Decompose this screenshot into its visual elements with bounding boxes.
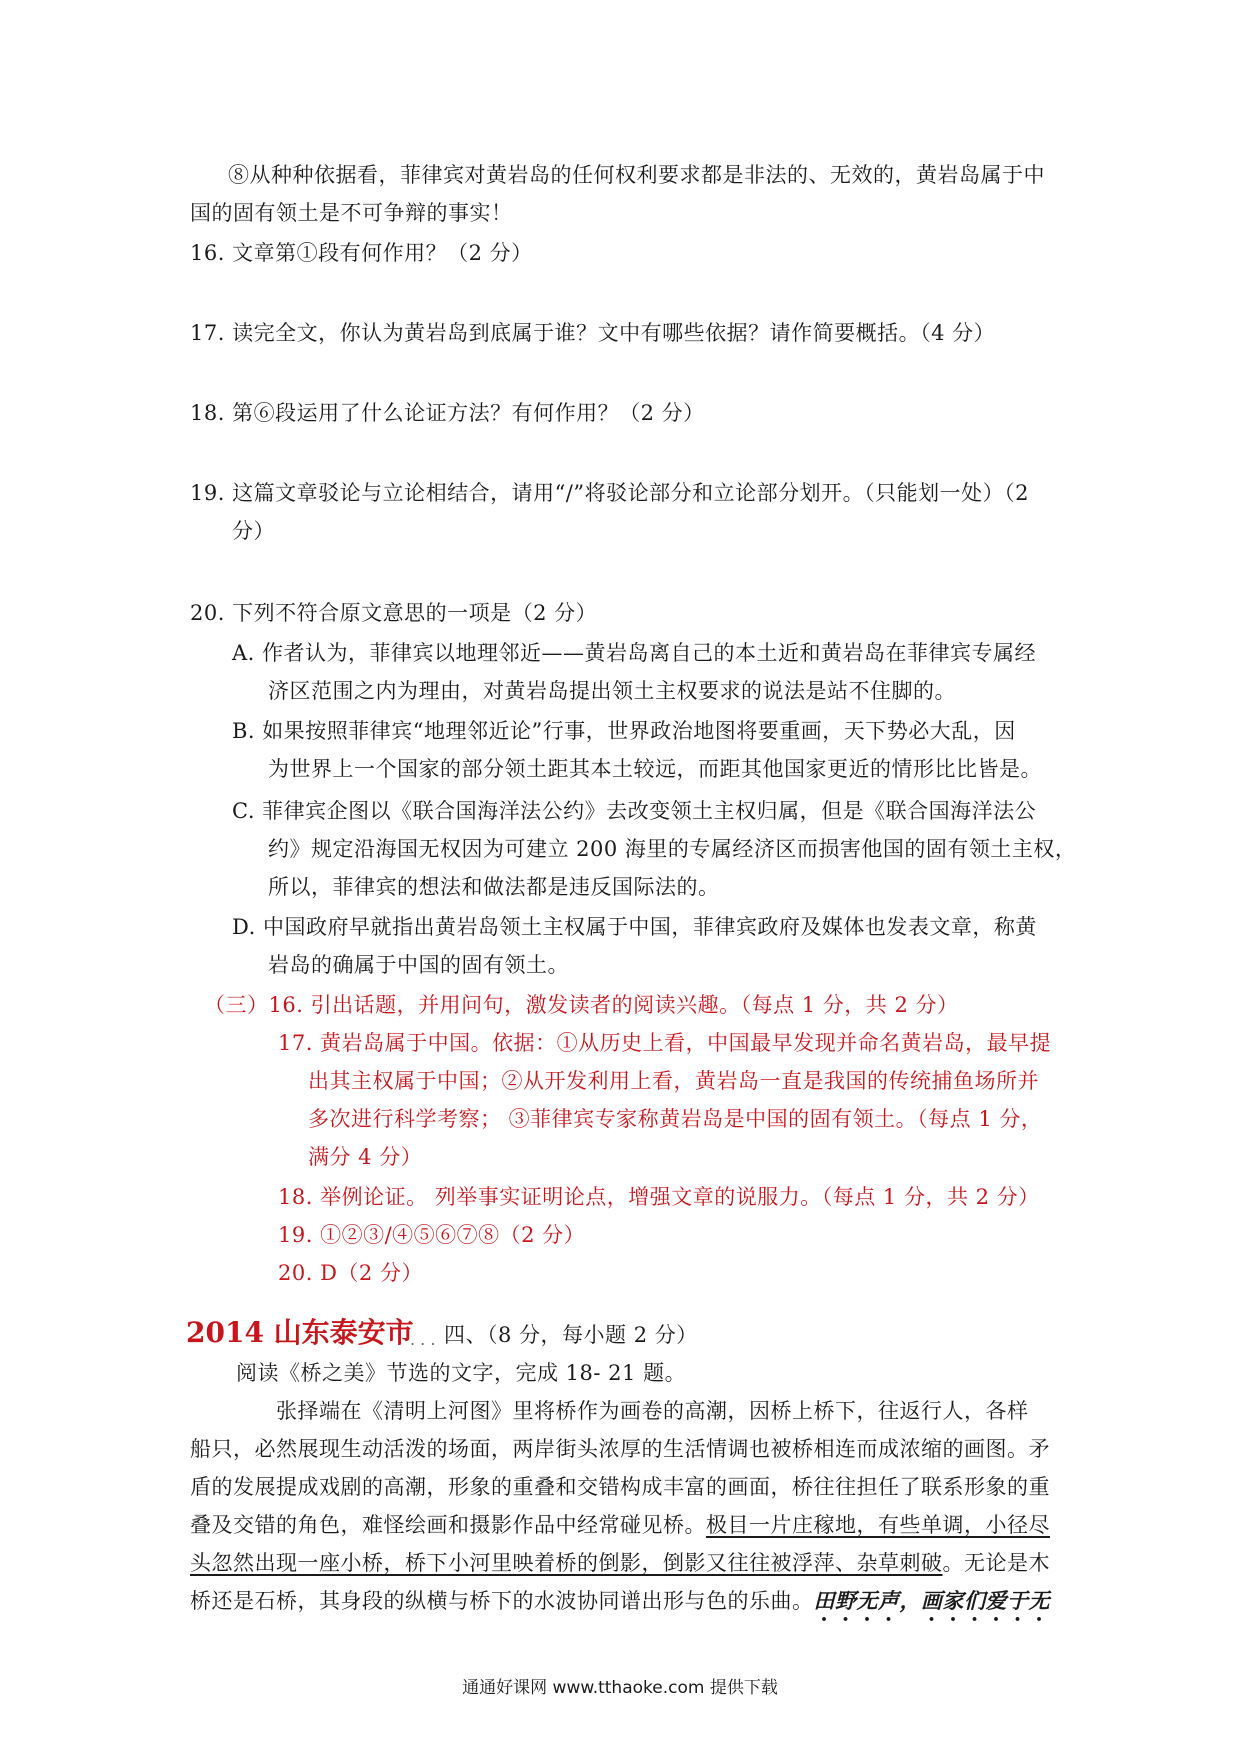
paragraph-8-line-1: ⑧从种种依据看，菲律宾对黄岩岛的任何权利要求都是非法的、无效的，黄岩岛属于中 — [228, 163, 1045, 187]
passage-line-4 — [190, 1510, 1050, 1540]
passage-line-4-underlined: 极目一片庄稼地，有些单调，小径尽 — [706, 1513, 1050, 1537]
passage-line-6-plain: 桥还是石桥，其身段的纵横与桥下的水波协同谱出形与色的乐曲。 — [190, 1589, 814, 1613]
passage-line-1: 张择端在《清明上河图》里将桥作为画卷的高潮，因桥上桥下，往返行人，各样 — [276, 1399, 1029, 1423]
option-b-line-2: 为世界上一个国家的部分领土距其本土较远，而距其他国家更近的情形比比皆是。 — [268, 757, 1042, 781]
question-19-line-1: 19. 这篇文章驳论与立论相结合，请用“/”将驳论部分和立论部分划开。（只能划一处）（2 — [190, 481, 1029, 505]
heading-ellipsis: . . . — [410, 1330, 436, 1349]
passage-line-5 — [190, 1548, 1050, 1578]
answer-17-line-3: 多次进行科学考察； ③菲律宾专家称黄岩岛是中国的固有领土。（每点 1 分， — [308, 1107, 1043, 1131]
question-18: 18. 第⑥段运用了什么论证方法？有何作用？（2 分） — [190, 401, 705, 425]
question-16: 16. 文章第①段有何作用？（2 分） — [190, 241, 533, 265]
reading-instruction: 阅读《桥之美》节选的文字，完成 18- 21 题。 — [236, 1361, 687, 1385]
passage-line-4-plain: 叠及交错的角色，难怪绘画和摄影作品中经常碰见桥。 — [190, 1513, 706, 1537]
passage-line-6-emphasis: 田野无声，画家们爱于无 — [813, 1588, 1050, 1613]
option-c-line-2: 约》规定沿海国无权因为可建立 200 海里的专属经济区而损害他国的固有领土主权， — [268, 837, 1077, 861]
answer-20: 20. D（2 分） — [278, 1261, 423, 1285]
passage-line-6 — [190, 1586, 1050, 1626]
passage-line-5-plain: 。无论是木 — [942, 1551, 1050, 1575]
answer-17-line-1: 17. 黄岩岛属于中国。依据：①从历史上看，中国最早发现并命名黄岩岛，最早提 — [278, 1031, 1052, 1055]
question-17: 17. 读完全文，你认为黄岩岛到底属于谁？文中有哪些依据？请作简要概括。（4 分） — [190, 321, 996, 345]
paragraph-8-line-2: 国的固有领土是不可争辩的事实！ — [190, 201, 513, 225]
option-a-line-2: 济区范围之内为理由，对黄岩岛提出领土主权要求的说法是站不住脚的。 — [268, 679, 956, 703]
option-d-line-2: 岩岛的确属于中国的固有领土。 — [268, 953, 569, 977]
passage-line-2: 船只，必然展现生动活泼的场面，两岸街头浓厚的生活情调也被桥相连而成浓缩的画图。矛 — [190, 1437, 1050, 1461]
answer-17-line-4: 满分 4 分） — [308, 1145, 423, 1169]
option-a-line-1: A. 作者认为，菲律宾以地理邻近——黄岩岛离自己的本土近和黄岩岛在菲律宾专属经 — [232, 641, 1037, 665]
section-heading-score: 四、（8 分，每小题 2 分） — [444, 1323, 698, 1347]
passage-line-3: 盾的发展提成戏剧的高潮，形象的重叠和交错构成丰富的画面，桥往往担任了联系形象的重 — [190, 1475, 1050, 1499]
option-d-line-1: D. 中国政府早就指出黄岩岛领土主权属于中国，菲律宾政府及媒体也发表文章，称黄 — [232, 915, 1037, 939]
option-b-line-1: B. 如果按照菲律宾“地理邻近论”行事，世界政治地图将要重画，天下势必大乱，因 — [232, 719, 1016, 743]
answer-18: 18. 举例论证。 列举事实证明论点，增强文章的说服力。（每点 1 分，共 2 分） — [278, 1185, 1040, 1209]
question-20: 20. 下列不符合原文意思的一项是（2 分） — [190, 601, 598, 625]
answer-19: 19. ①②③/④⑤⑥⑦⑧（2 分） — [278, 1223, 586, 1247]
option-c-line-3: 所以，菲律宾的想法和做法都是违反国际法的。 — [268, 875, 720, 899]
answer-16: （三）16. 引出话题，并用问句，激发读者的阅读兴趣。（每点 1 分，共 2 分） — [204, 993, 959, 1017]
option-c-line-1: C. 菲律宾企图以《联合国海洋法公约》去改变领土主权归属，但是《联合国海洋法公 — [232, 799, 1037, 823]
answer-17-line-2: 出其主权属于中国；②从开发利用上看，黄岩岛一直是我国的传统捕鱼场所并 — [308, 1069, 1039, 1093]
question-19-line-2: 分） — [232, 519, 275, 543]
page-footer: 通通好课网 www.tthaoke.com 提供下载 — [462, 1678, 778, 1698]
passage-line-5-underlined: 头忽然出现一座小桥，桥下小河里映着桥的倒影，倒影又往往被浮萍、杂草刺破 — [190, 1551, 943, 1575]
section-heading: 2014 山东泰安市 — [186, 1316, 414, 1349]
